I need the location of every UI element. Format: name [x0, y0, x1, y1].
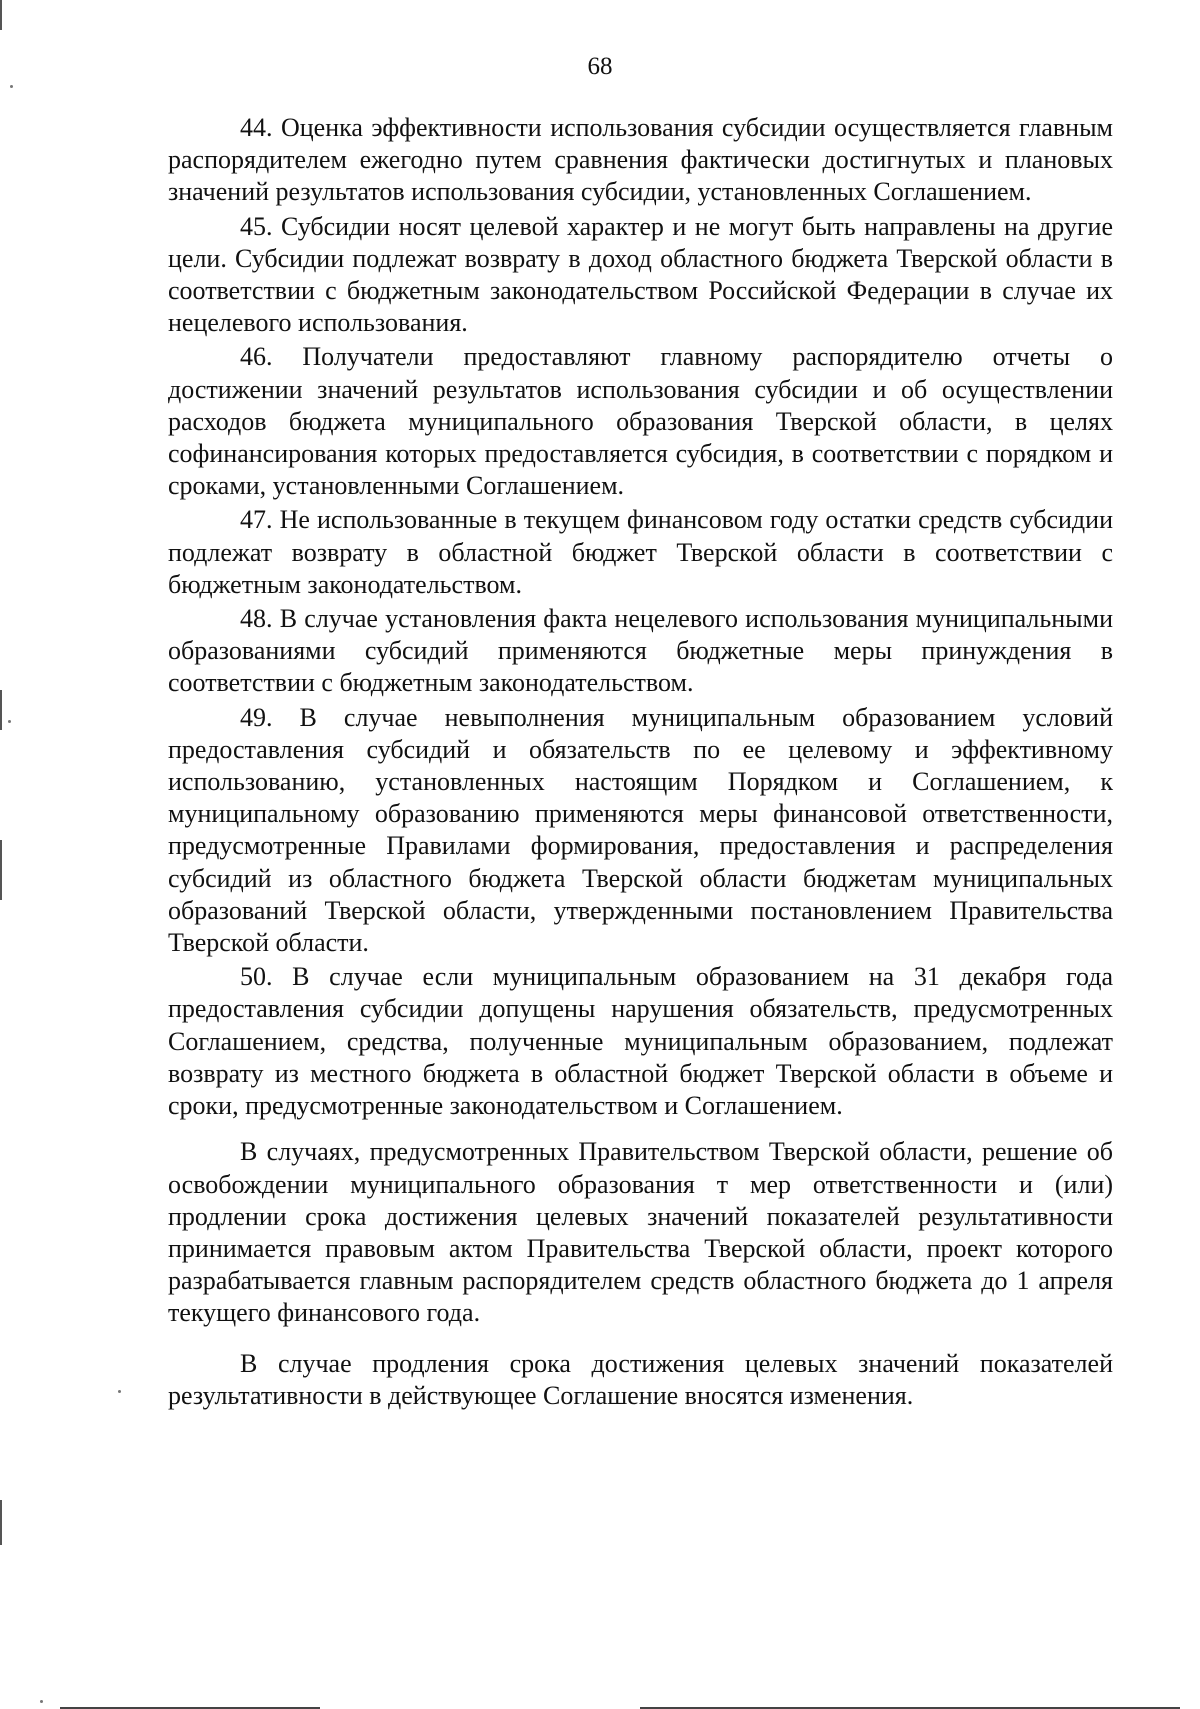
paragraph-44: 44. Оценка эффективности использования субсидии осуществляется главным распорядителем ежегодно путем сравнения фактически достигнутых и плановых значений результатов использования субсидии, установленных Соглашением.: [168, 113, 1113, 207]
scan-edge-line: [0, 1500, 2, 1545]
scan-speck: [10, 85, 13, 88]
scan-speck: [118, 1390, 121, 1393]
paragraph-48: 48. В случае установления факта нецелевого использования муниципальными образованиями субсидий применяются бюджетные меры принуждения в соответствии с бюджетным законодательством.: [168, 604, 1113, 698]
paragraph-exemption: В случаях, предусмотренных Правительством Тверской области, решение об освобождении муниципального образования т мер ответственности и (или) продлении срока достижения целевых значений показателей результативности принимается правовым актом Правительства Тверской области, проект которого разрабатывается главным распорядителем средств областного бюджета до 1 апреля текущего финансового года.: [168, 1137, 1113, 1328]
scan-edge-line: [0, 0, 2, 30]
document-body: [168, 112, 1113, 1416]
scan-edge-line: [0, 690, 2, 730]
scan-speck: [40, 1700, 43, 1703]
paragraph-extension: В случае продления срока достижения целевых значений показателей результативности в действующее Соглашение вносятся изменения.: [168, 1348, 1113, 1410]
scan-speck: [8, 720, 11, 723]
paragraph-49: 49. В случае невыполнения муниципальным образованием условий предоставления субсидий и обязательств по ее целевому и эффективному использованию, установленных настоящим Порядком и Соглашением, к муниципальному образованию применяются меры финансовой ответственности, предусмотренные Правилами формирования, предоставления и распределения субсидий из областного бюджета Тверской области бюджетам муниципальных образований Тверской области, утвержденными постановлением Правительства Тверской области.: [168, 702, 1113, 958]
paragraph-45: 45. Субсидии носят целевой характер и не могут быть направлены на другие цели. Субсидии подлежат возврату в доход областного бюджета Тверской области в соответствии с бюджетным законодательством Российской Федерации в случае их нецелевого использования.: [168, 211, 1113, 338]
paragraph-46: 46. Получатели предоставляют главному распорядителю отчеты о достижении значений результатов использования субсидии и об осуществлении расходов бюджета муниципального образования Тверской области, в целях софинансирования которых предоставляется субсидия, в соответствии с порядком и сроками, установленными Соглашением.: [168, 342, 1113, 501]
page-number: 68: [587, 53, 613, 80]
paragraph-47: 47. Не использованные в текущем финансовом году остатки средств субсидии подлежат возврату в областной бюджет Тверской области в соответствии с бюджетным законодательством.: [168, 505, 1113, 599]
paragraph-50: 50. В случае если муниципальным образованием на 31 декабря года предоставления субсидии допущены нарушения обязательств, предусмотренных Соглашением, средства, полученные муниципальным образованием, подлежат возврату из местного бюджета в областной бюджет Тверской области в объеме и сроки, предусмотренные законодательством и Соглашением.: [168, 962, 1113, 1121]
scan-edge-line: [0, 840, 2, 900]
